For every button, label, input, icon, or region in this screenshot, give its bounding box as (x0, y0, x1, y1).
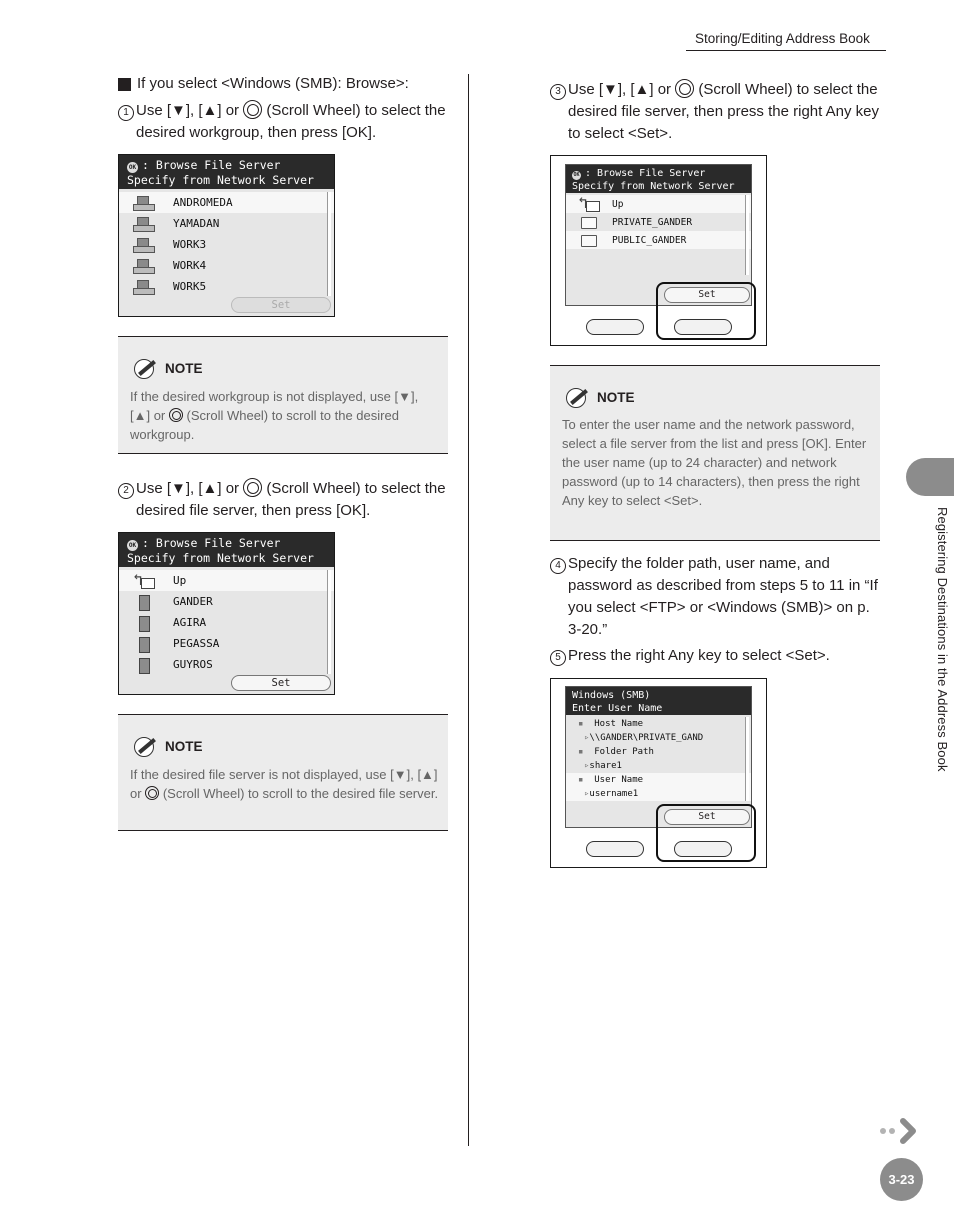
pencil-icon (133, 735, 159, 757)
step-text: Specify the folder path, user name, and password as described from steps 5 to 11 in “If you select <FTP> or <Windows (SMB)> on p. 3-20.” (568, 555, 878, 638)
header-rule (686, 50, 886, 51)
set-button[interactable]: Set (664, 809, 750, 825)
list-item[interactable]: PRIVATE_GANDER (566, 213, 751, 231)
lcd-subtitle: Specify from Network Server (127, 173, 314, 187)
lcd-panel-user-name (550, 678, 767, 868)
set-button[interactable]: Set (664, 287, 750, 303)
ok-icon: OK (128, 542, 137, 549)
scrollbar[interactable] (327, 192, 331, 296)
list-item[interactable]: WORK5 (119, 276, 334, 297)
list-item[interactable]: PEGASSA (119, 633, 334, 654)
field-value: ▹\\GANDER\PRIVATE_GAND (584, 733, 704, 743)
lcd-title: : Browse File Server (142, 158, 281, 172)
field-label: ▪ Folder Path (578, 747, 654, 757)
next-page-arrow-icon (879, 1116, 927, 1146)
pencil-icon (133, 357, 159, 379)
folder-icon (578, 215, 600, 229)
lcd-title-bar (119, 533, 334, 567)
list-item[interactable]: GUYROS (119, 654, 334, 675)
step-number: 3 (550, 84, 566, 100)
server-icon (133, 616, 155, 630)
list-item[interactable]: PUBLIC_GANDER (566, 231, 751, 249)
lcd-title-bar (566, 687, 751, 715)
note-text: If the desired workgroup is not displayed, use [▼], [▲] or (Scroll Wheel) to scroll to the desired workgroup. (130, 389, 419, 442)
right-any-key[interactable] (674, 319, 732, 335)
chapter-title: Registering Destinations in the Address Book (935, 507, 950, 772)
step-text: (Scroll Wheel) to select the desired file server, then press [OK]. (136, 480, 446, 519)
step-number: 1 (118, 105, 134, 121)
step-number: 5 (550, 650, 566, 666)
server-icon (133, 637, 155, 651)
list-item[interactable]: ↰ Up (566, 195, 751, 213)
step-number: 4 (550, 558, 566, 574)
ok-icon: OK (573, 172, 580, 178)
scrollbar[interactable] (327, 570, 331, 674)
left-any-key[interactable] (586, 841, 644, 857)
scroll-wheel-icon (243, 478, 262, 497)
list-item[interactable]: GANDER (119, 591, 334, 612)
network-icon (133, 280, 155, 294)
lcd-title-bar (566, 165, 751, 193)
step-text: Use [▼], [▲] or (568, 81, 672, 98)
ok-icon: OK (128, 164, 137, 171)
up-folder-icon (133, 574, 155, 588)
scroll-wheel-icon (243, 100, 262, 119)
scrollbar[interactable] (745, 195, 749, 275)
list-item[interactable]: WORK3 (119, 234, 334, 255)
lcd-screen-file-servers (118, 532, 335, 695)
network-icon (133, 196, 155, 210)
field-value: ▹share1 (584, 761, 622, 771)
field-label: ▪ Host Name (578, 719, 644, 729)
step-3 (550, 79, 880, 145)
section-heading-text: If you select <Windows (SMB): Browse>: (137, 75, 409, 92)
chapter-tab (906, 458, 954, 496)
pencil-icon (565, 386, 591, 408)
network-icon (133, 259, 155, 273)
step-text: (Scroll Wheel) to select the desired workgroup, then press [OK]. (136, 102, 446, 141)
lcd-title: : Browse File Server (585, 168, 706, 179)
note-box (118, 336, 448, 454)
lcd-title: Windows (SMB) (572, 690, 651, 701)
lcd-title-bar (119, 155, 334, 189)
list-item[interactable]: AGIRA (119, 612, 334, 633)
step-4 (550, 553, 880, 641)
step-5 (550, 645, 880, 667)
lcd-subtitle: Specify from Network Server (127, 551, 314, 565)
scroll-wheel-icon (169, 408, 183, 422)
list-item[interactable]: ANDROMEDA (119, 192, 334, 213)
section-heading (118, 73, 409, 95)
square-bullet-icon (118, 78, 131, 91)
note-box (118, 714, 448, 831)
step-text: Use [▼], [▲] or (136, 480, 240, 497)
step-2 (118, 478, 448, 522)
step-1 (118, 100, 448, 144)
server-icon (133, 658, 155, 672)
note-text: If the desired file server is not displayed, use [▼], [▲] or (Scroll Wheel) to scroll to the desired file server. (130, 767, 439, 801)
server-icon (133, 595, 155, 609)
field-value[interactable]: ▹username1 (566, 787, 751, 801)
network-icon (133, 217, 155, 231)
list-item[interactable]: YAMADAN (119, 213, 334, 234)
step-text: Use [▼], [▲] or (136, 102, 240, 119)
note-box (550, 365, 880, 541)
note-heading: NOTE (133, 735, 203, 757)
note-heading: NOTE (133, 357, 203, 379)
list-item[interactable]: WORK4 (119, 255, 334, 276)
list-item[interactable]: ↰ Up (119, 570, 334, 591)
column-divider (468, 74, 469, 1146)
running-header: Storing/Editing Address Book (695, 31, 870, 46)
step-text: (Scroll Wheel) to select the desired file server, then press the right Any key to select <Set>. (568, 81, 879, 142)
step-number: 2 (118, 483, 134, 499)
right-any-key[interactable] (674, 841, 732, 857)
lcd-screen-workgroups (118, 154, 335, 317)
folder-icon (578, 233, 600, 247)
scrollbar[interactable] (745, 717, 749, 801)
note-text: To enter the user name and the network password, select a file server from the list and press [OK]. Enter the user name (up to 24 character) and network password (up to 14 characters), then press the right Any key to select <Set>. (562, 417, 867, 508)
scroll-wheel-icon (145, 786, 159, 800)
note-heading: NOTE (565, 386, 635, 408)
network-icon (133, 238, 155, 252)
lcd-title: : Browse File Server (142, 536, 281, 550)
set-button[interactable]: Set (231, 675, 331, 691)
step-text: Press the right Any key to select <Set>. (568, 647, 830, 664)
lcd-panel-browse (550, 155, 767, 346)
up-folder-icon (578, 197, 600, 211)
page-number: 3-23 (880, 1158, 923, 1201)
left-any-key[interactable] (586, 319, 644, 335)
lcd-subtitle: Enter User Name (572, 703, 663, 714)
field-label[interactable]: ▪ User Name (566, 773, 751, 787)
lcd-subtitle: Specify from Network Server (572, 181, 735, 192)
set-button[interactable]: Set (231, 297, 331, 313)
scroll-wheel-icon (675, 79, 694, 98)
